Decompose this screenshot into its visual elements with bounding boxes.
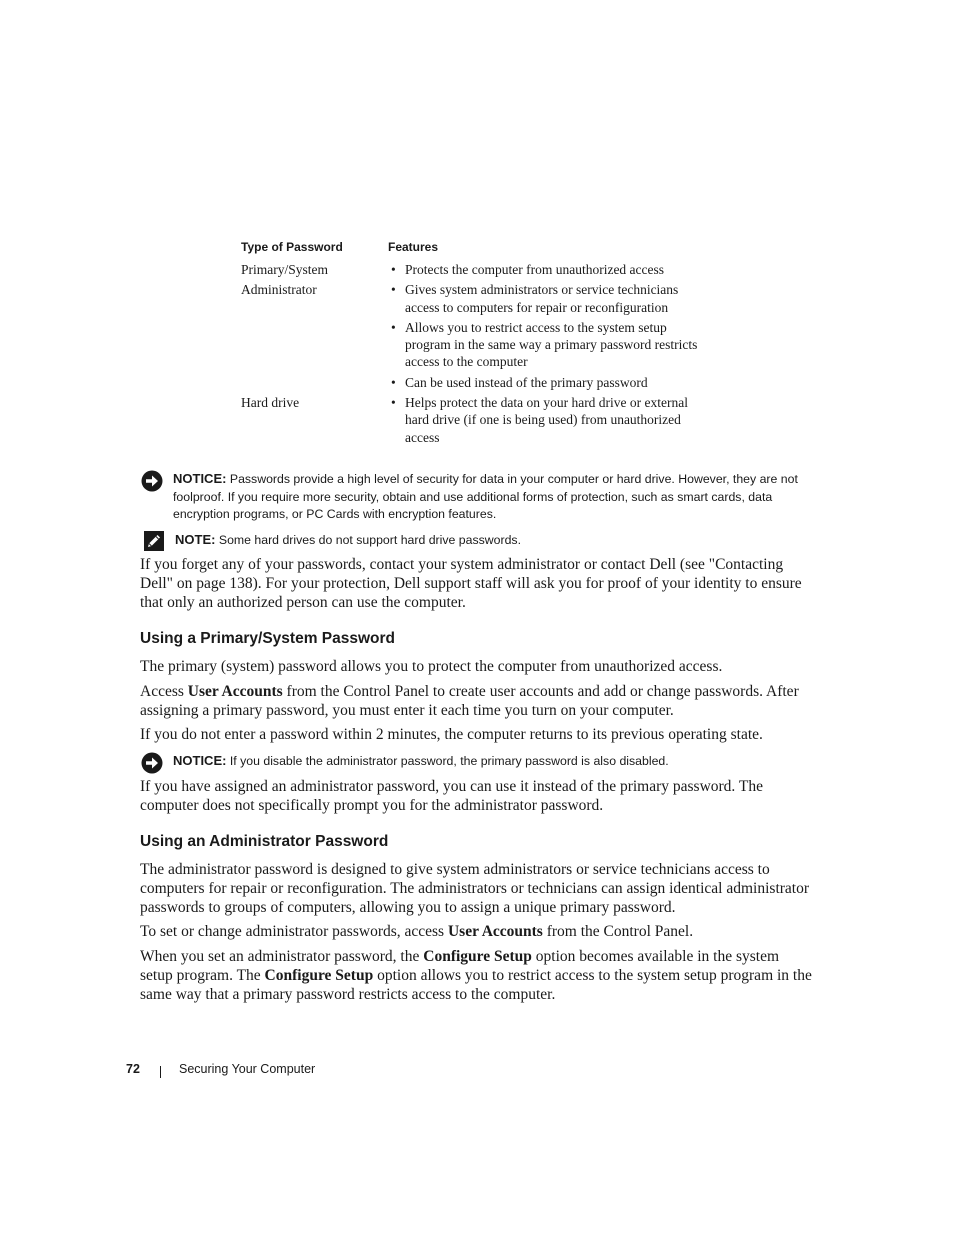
note-hard-drives bbox=[141, 531, 816, 550]
text-run: When you set an administrator password, the bbox=[140, 948, 424, 965]
paragraph-timeout: If you do not enter a password within 2 minutes, the computer returns to its previous operating state. bbox=[140, 726, 763, 743]
paragraph-forgot-password: If you forget any of your passwords, contact your system administrator or contact Dell (see "Contacting Dell" on page 138). For your protection, Dell support staff will ask you for proof of your identity to ensure that only an authorized person can use the computer. bbox=[140, 556, 802, 611]
feature-item bbox=[391, 394, 715, 446]
bullet-icon: • bbox=[391, 319, 396, 335]
ui-term-configure-setup: Configure Setup bbox=[264, 967, 374, 984]
paragraph-admin-instead: If you have assigned an administrator password, you can use it instead of the primary password. The computer does not specifically prompt you for the administrator password. bbox=[140, 778, 764, 814]
page-number: 72 bbox=[126, 1062, 140, 1076]
feature-list bbox=[391, 394, 721, 446]
text-run: option becomes available in the system setup program. The bbox=[140, 948, 779, 984]
table-row bbox=[241, 261, 721, 278]
feature-item bbox=[391, 261, 715, 278]
note-pencil-icon bbox=[143, 530, 165, 552]
feature-item bbox=[391, 319, 715, 371]
column-header-features: Features bbox=[388, 240, 439, 254]
password-types-table bbox=[241, 238, 721, 449]
password-type: Administrator bbox=[241, 282, 317, 298]
notice-label: NOTICE: bbox=[173, 471, 227, 486]
text-run: from the Control Panel. bbox=[542, 923, 694, 940]
bullet-icon: • bbox=[391, 262, 396, 277]
footer-section-title: Securing Your Computer bbox=[179, 1062, 316, 1076]
password-type: Hard drive bbox=[241, 395, 300, 411]
text-run: Access bbox=[140, 683, 188, 700]
paragraph-configure-setup bbox=[140, 947, 812, 1004]
ui-term-configure-setup: Configure Setup bbox=[423, 948, 532, 965]
paragraph-admin-intro: The administrator password is designed to give system administrators or service technicians access to computers for repair or reconfiguration. The administrators or technicians can assign identical administrator passwords to groups of computers, allowing you to assign a unique primary password. bbox=[140, 861, 810, 916]
note-text bbox=[175, 531, 816, 550]
notice-arrow-icon bbox=[141, 752, 163, 774]
paragraph-admin-set bbox=[140, 922, 812, 941]
notice-text bbox=[173, 470, 816, 524]
feature-text: Allows you to restrict access to the system setup program in the same way a primary password restricts access to the computer bbox=[405, 319, 698, 370]
bullet-icon: • bbox=[391, 374, 396, 390]
notice-body: Passwords provide a high level of security for data in your computer or hard drive. However, they are not foolproof. If you require more security, obtain and use additional forms of protection, such as smart cards, data encryption programs, or PC Cards with encryption features. bbox=[173, 472, 798, 521]
table-row bbox=[241, 394, 721, 446]
bullet-icon: • bbox=[391, 282, 396, 298]
paragraph-user-accounts bbox=[140, 682, 812, 720]
column-header-type: Type of Password bbox=[241, 240, 343, 254]
table-header bbox=[241, 238, 721, 260]
text-run: option allows you to restrict access to the system setup program in the same way that a primary password restricts access to the computer. bbox=[140, 967, 812, 1003]
feature-list bbox=[391, 261, 721, 278]
feature-item bbox=[391, 281, 715, 316]
paragraph-primary-intro: The primary (system) password allows you to protect the computer from unauthorized access. bbox=[140, 658, 723, 675]
feature-text: Gives system administrators or service technicians access to computers for repair or reconfiguration bbox=[405, 282, 679, 315]
notice-label: NOTICE: bbox=[173, 753, 227, 768]
ui-term-user-accounts: User Accounts bbox=[187, 683, 283, 700]
feature-text: Helps protect the data on your hard drive or external hard drive (if one is being used) from unauthorized access bbox=[405, 395, 689, 445]
feature-list bbox=[391, 281, 721, 391]
footer-divider bbox=[160, 1066, 161, 1078]
password-type: Primary/System bbox=[241, 262, 328, 277]
notice-passwords bbox=[141, 470, 816, 524]
note-label: NOTE: bbox=[175, 532, 216, 547]
notice-text bbox=[173, 752, 816, 771]
feature-text: Protects the computer from unauthorized access bbox=[405, 262, 665, 277]
section-heading-admin-password: Using an Administrator Password bbox=[140, 833, 389, 850]
notice-admin-disable bbox=[141, 752, 816, 771]
section-heading-primary-password: Using a Primary/System Password bbox=[140, 630, 396, 647]
text-run: To set or change administrator passwords, access bbox=[140, 923, 448, 940]
notice-arrow-icon bbox=[141, 470, 163, 492]
table-row bbox=[241, 281, 721, 391]
feature-item bbox=[391, 374, 715, 391]
notice-body: If you disable the administrator password, the primary password is also disabled. bbox=[226, 754, 669, 768]
bullet-icon: • bbox=[391, 395, 396, 411]
feature-text: Can be used instead of the primary password bbox=[405, 374, 648, 390]
text-run: from the Control Panel to create user accounts and add or change passwords. After assigning a primary password, you must enter it each time you turn on your computer. bbox=[140, 683, 799, 719]
ui-term-user-accounts: User Accounts bbox=[447, 923, 543, 940]
note-body: Some hard drives do not support hard drive passwords. bbox=[215, 533, 521, 547]
